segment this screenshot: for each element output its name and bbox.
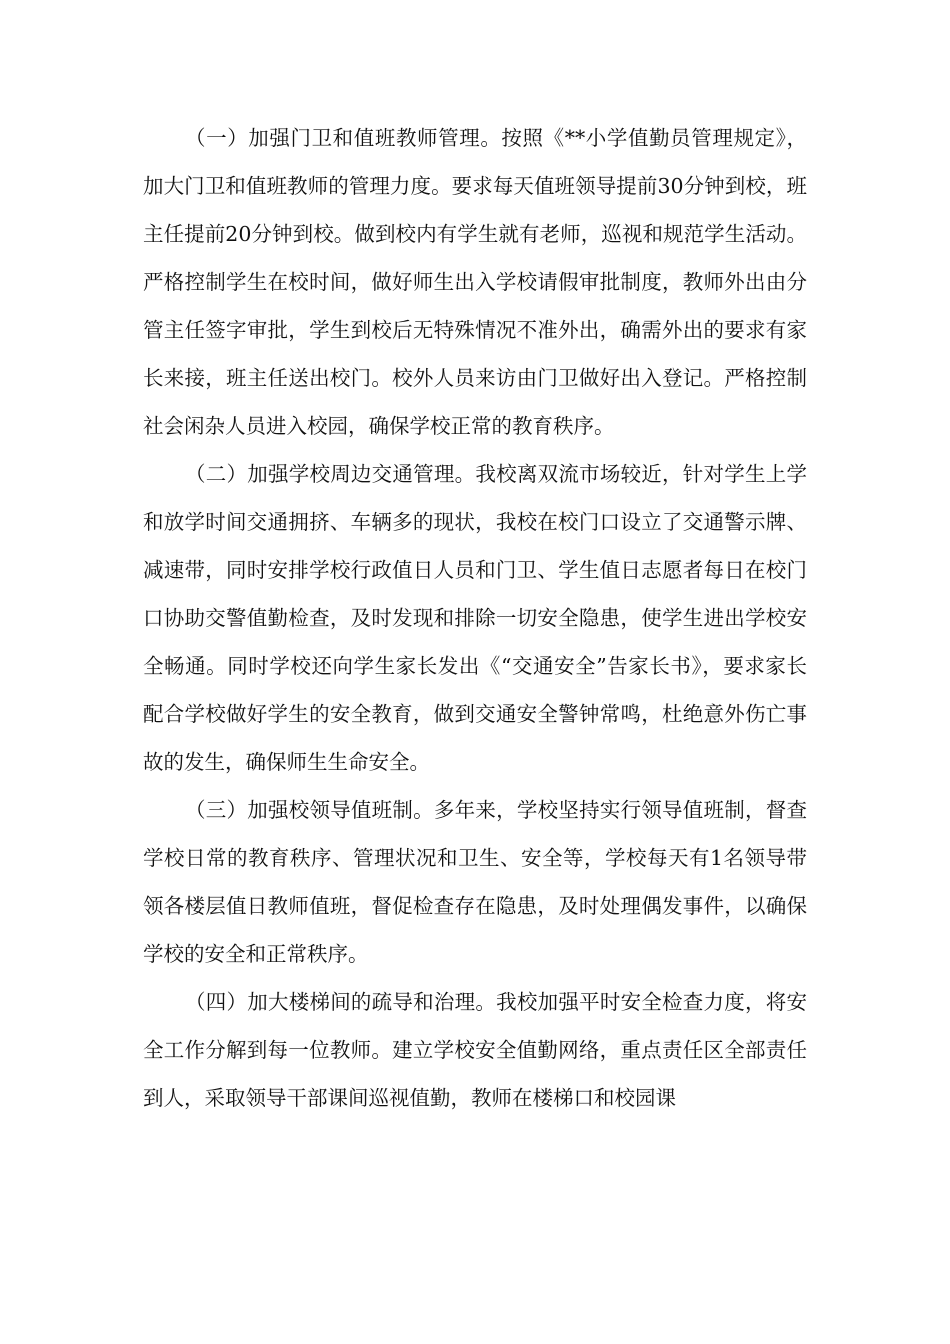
paragraph-traffic-management: （二）加强学校周边交通管理。我校离双流市场较近，针对学生上学和放学时间交通拥挤、车辆多的现状，我校在校门口设立了交通警示牌、减速带，同时安排学校行政值日人员和门卫、学生值日志愿者每日在校门口协助交警值勤检查，及时发现和排除一切安全隐患，使学生进出学校安全畅通。同时学校还向学生家长发出《“交通安全”告家长书》，要求家长配合学校做好学生的安全教育，做到交通安全警钟常鸣，杜绝意外伤亡事故的发生，确保师生生命安全。 xyxy=(143,462,807,774)
paragraph-stairwell-management: （四）加大楼梯间的疏导和治理。我校加强平时安全检查力度，将安全工作分解到每一位教师。建立学校安全值勤网络，重点责任区全部责任到人，采取领导干部课间巡视值勤，教师在楼梯口和校园课 xyxy=(143,990,807,1110)
paragraph-leader-duty-system: （三）加强校领导值班制。多年来，学校坚持实行领导值班制，督查学校日常的教育秩序、管理状况和卫生、安全等，学校每天有1名领导带领各楼层值日教师值班，督促检查存在隐患，及时处理偶发事件，以确保学校的安全和正常秩序。 xyxy=(143,798,807,966)
paragraph-gate-duty-management: （一）加强门卫和值班教师管理。按照《**小学值勤员管理规定》，加大门卫和值班教师的管理力度。要求每天值班领导提前30分钟到校，班主任提前20分钟到校。做到校内有学生就有老师，巡视和规范学生活动。严格控制学生在校时间，做好师生出入学校请假审批制度，教师外出由分管主任签字审批，学生到校后无特殊情况不准外出，确需外出的要求有家长来接，班主任送出校门。校外人员来访由门卫做好出入登记。严格控制社会闲杂人员进入校园，确保学校正常的教育秩序。 xyxy=(143,126,807,438)
document-body xyxy=(143,114,807,1122)
